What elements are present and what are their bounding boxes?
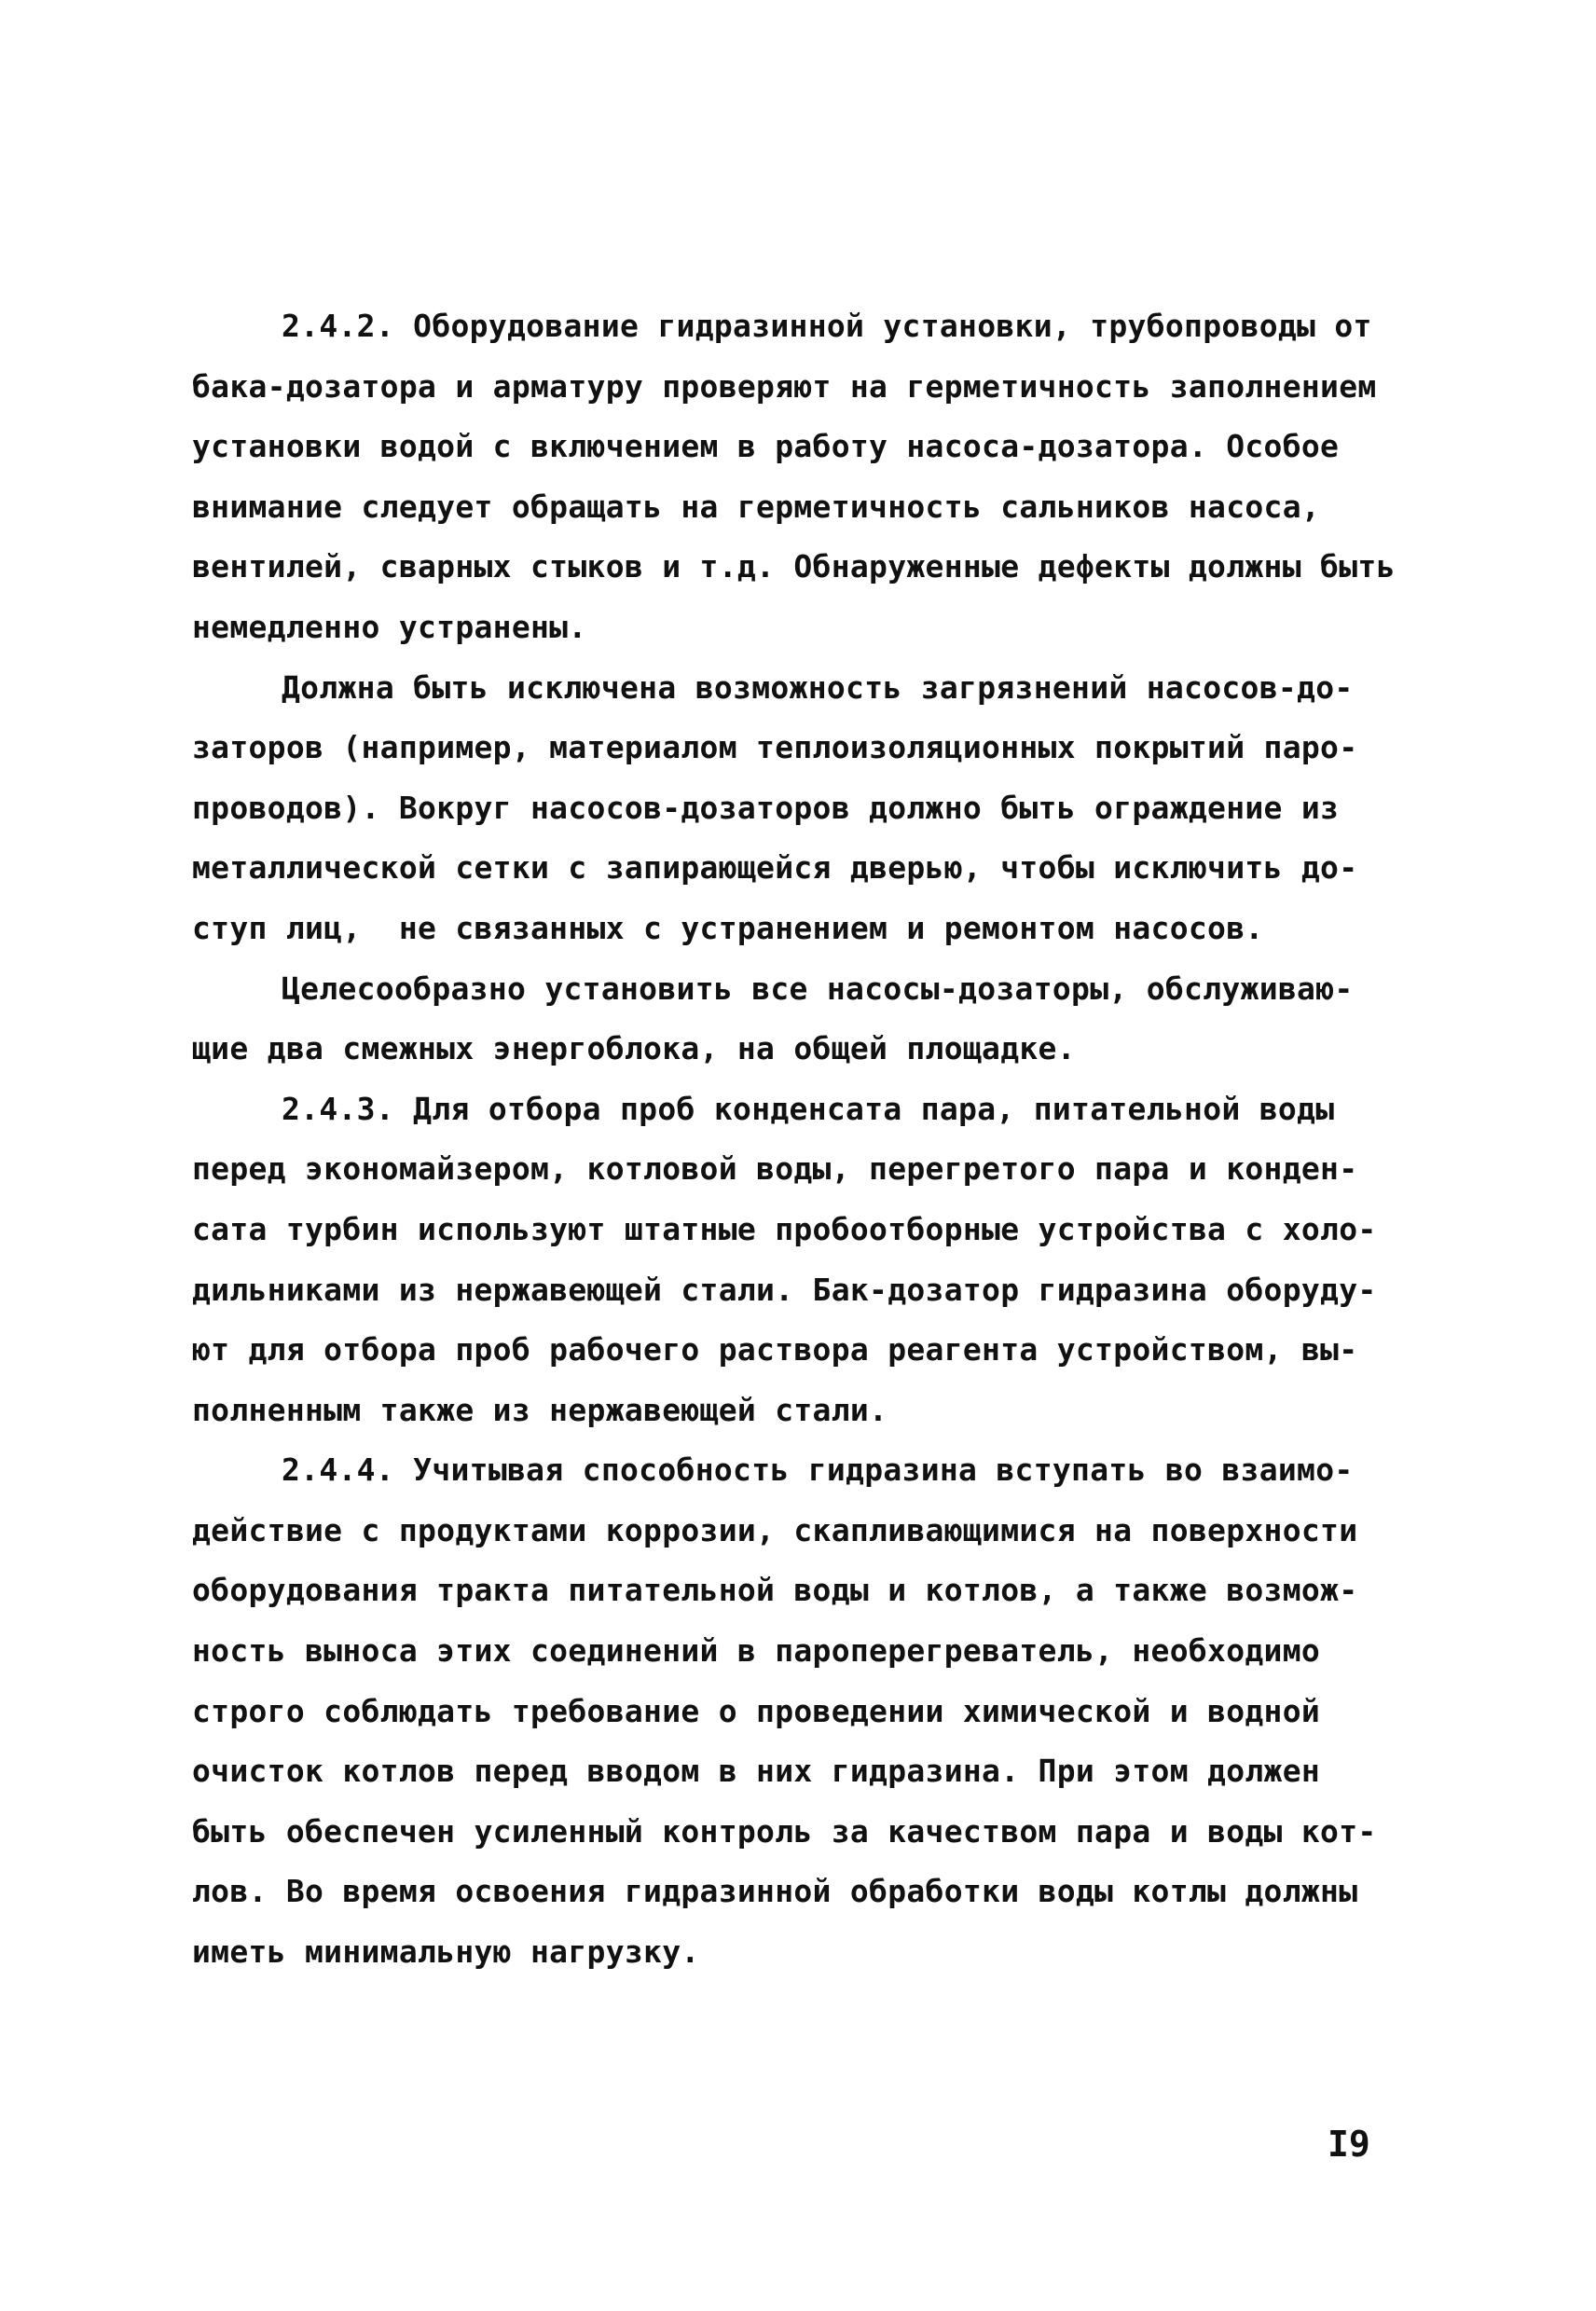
text-line: бака-дозатора и арматуру проверяют на герметичность заполнением — [192, 367, 1377, 405]
text-line: быть обеспечен усиленный контроль за качеством пара и воды кот- — [192, 1812, 1377, 1850]
text-line: очисток котлов перед вводом в них гидразина. При этом должен — [192, 1753, 1321, 1790]
text-line: ступ лиц, не связанных с устранением и ремонтом насосов. — [192, 909, 1264, 946]
text-line: лов. Во время освоения гидразинной обработки воды котлы должны — [192, 1873, 1358, 1910]
text-line: дильниками из нержавеющей стали. Бак-дозатор гидразина оборуду- — [192, 1271, 1377, 1308]
text-line: заторов (например, материалом теплоизоляционных покрытий паро- — [192, 729, 1358, 766]
text-line: 2.4.3. Для отбора проб конденсата пара, питательной воды — [282, 1090, 1335, 1127]
page-number: I9 — [1328, 2124, 1370, 2165]
text-line: сата турбин используют штатные пробоотборные устройства с холо- — [192, 1210, 1377, 1247]
text-line: установки водой с включением в работу насоса-дозатора. Особое — [192, 428, 1340, 465]
text-line: внимание следует обращать на герметичность сальников насоса, — [192, 488, 1321, 525]
text-line: оборудования тракта питательной воды и котлов, а также возмож- — [192, 1572, 1358, 1609]
text-line: 2.4.2. Оборудование гидразинной установки, трубопроводы от — [282, 308, 1372, 344]
document-body — [192, 296, 1432, 1983]
text-line: полненным также из нержавеющей стали. — [192, 1391, 888, 1428]
text-line: ют для отбора проб рабочего раствора реагента устройством, вы- — [192, 1331, 1358, 1369]
text-line: вентилей, сварных стыков и т.д. Обнаруженные дефекты должны быть — [192, 548, 1396, 585]
text-line: ность выноса этих соединений в пароперегреватель, необходимо — [192, 1632, 1321, 1670]
text-line: металлической сетки с запирающейся дверью, чтобы исключить до- — [192, 849, 1358, 887]
text-line: Должна быть исключена возможность загрязнений насосов-до- — [282, 668, 1354, 706]
text-line: немедленно устранены. — [192, 608, 587, 645]
text-line: 2.4.4. Учитывая способность гидразина вступать во взаимо- — [282, 1451, 1354, 1489]
text-line: строго соблюдать требование о проведении химической и водной — [192, 1692, 1321, 1729]
text-line: иметь минимальную нагрузку. — [192, 1933, 700, 1971]
text-line: щие два смежных энергоблока, на общей площадке. — [192, 1030, 1076, 1067]
text-line: проводов). Вокруг насосов-дозаторов должно быть ограждение из — [192, 789, 1340, 826]
text-line: действие с продуктами коррозии, скапливающимися на поверхности — [192, 1511, 1358, 1548]
text-line: Целесообразно установить все насосы-дозаторы, обслуживаю- — [282, 970, 1354, 1007]
text-line: перед экономайзером, котловой воды, перегретого пара и конден- — [192, 1150, 1358, 1188]
